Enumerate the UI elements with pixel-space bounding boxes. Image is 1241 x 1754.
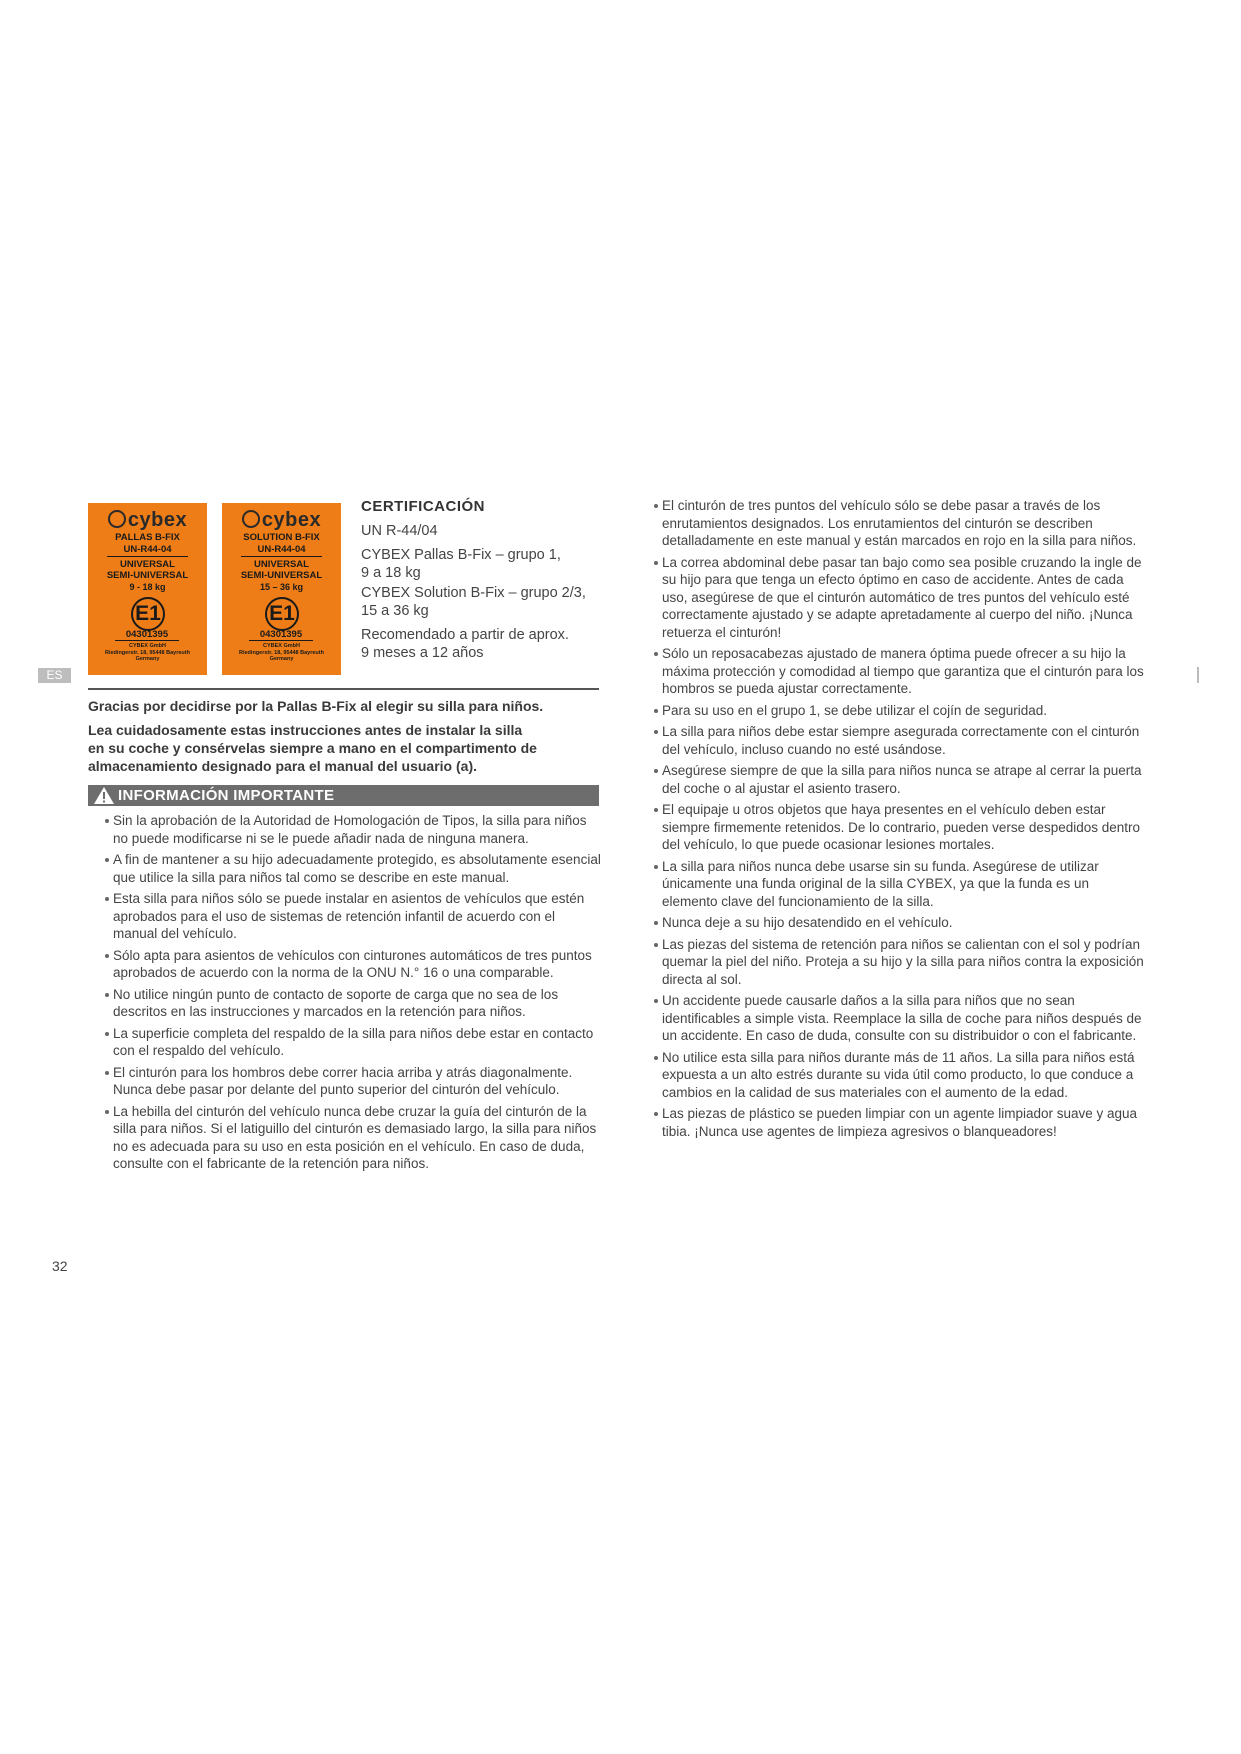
list-item: Para su uso en el grupo 1, se debe utilizar el cojín de seguridad. bbox=[660, 702, 1148, 720]
label-category-2: SEMI-UNIVERSAL bbox=[240, 570, 323, 581]
cybex-logo: cybex bbox=[88, 509, 207, 532]
read-instructions-line-2: en su coche y consérvelas siempre a mano en el compartimento de bbox=[88, 740, 537, 756]
list-item: No utilice esta silla para niños durante más de 11 años. La silla para niños está expuesta a un alto estrés durante su vida útil como producto, lo que conduce a cambios en la calidad de sus materiales con el aumento de la edad. bbox=[660, 1049, 1148, 1102]
certification-solution-line-1: CYBEX Solution B-Fix – grupo 2/3, bbox=[361, 585, 586, 601]
list-item: Asegúrese siempre de que la silla para niños nunca se atrape al cerrar la puerta del coche o al ajustar el asiento trasero. bbox=[660, 762, 1148, 797]
certification-solution-line-2: 15 a 36 kg bbox=[361, 603, 429, 619]
label-product: SOLUTION B-FIX bbox=[243, 532, 320, 543]
label-approval-number: 04301395 bbox=[115, 629, 179, 641]
important-list-left bbox=[111, 812, 601, 1177]
section-divider bbox=[88, 688, 599, 690]
important-list-right bbox=[660, 497, 1148, 1144]
list-item: Nunca deje a su hijo desatendido en el vehículo. bbox=[660, 914, 1148, 932]
certification-recommended-line-1: Recomendado a partir de aprox. bbox=[361, 627, 569, 643]
solution-certification-label bbox=[222, 503, 341, 675]
read-instructions-line-1: Lea cuidadosamente estas instrucciones antes de instalar la silla bbox=[88, 722, 523, 738]
read-instructions-line-3: almacenamiento designado para el manual del usuario (a). bbox=[88, 758, 477, 774]
label-weight: 15 – 36 kg bbox=[259, 582, 304, 592]
certification-standard: UN R-44/04 bbox=[361, 523, 438, 539]
cybex-logo: cybex bbox=[222, 509, 341, 532]
list-item: El equipaje u otros objetos que haya presentes en el vehículo deben estar siempre firmemente retenidos. De lo contrario, pueden verse despedidos dentro del vehículo, lo que puede ocasionar lesiones mortales. bbox=[660, 801, 1148, 854]
page-edge-marker bbox=[1197, 667, 1199, 683]
thanks-text: Gracias por decidirse por la Pallas B-Fix al elegir su silla para niños. bbox=[88, 698, 544, 714]
label-approval-number: 04301395 bbox=[249, 629, 313, 641]
list-item: Sólo apta para asientos de vehículos con cinturones automáticos de tres puntos aprobados de acuerdo con la norma de la ONU N.° 16 o una comparable. bbox=[111, 947, 601, 982]
list-item: Sólo un reposacabezas ajustado de manera óptima puede ofrecer a su hijo la máxima protección y comodidad al tiempo que garantiza que el cinturón para los hombros se pueda ajustar correctamente. bbox=[660, 645, 1148, 698]
certification-pallas-line-1: CYBEX Pallas B-Fix – grupo 1, bbox=[361, 547, 561, 563]
list-item: Esta silla para niños sólo se puede instalar en asientos de vehículos que estén aprobados para el uso de sistemas de retención infantil de acuerdo con el manual del vehículo. bbox=[111, 890, 601, 943]
important-info-banner bbox=[88, 785, 599, 806]
label-category-1: UNIVERSAL bbox=[120, 559, 175, 570]
list-item: Sin la aprobación de la Autoridad de Homologación de Tipos, la silla para niños no puede modificarse ni se le puede añadir nada de ninguna manera. bbox=[111, 812, 601, 847]
list-item: Un accidente puede causarle daños a la silla para niños que no sean identificables a simple vista. Reemplace la silla de coche para niños después de un accidente. En caso de duda, consulte con su distribuidor o con el fabricante. bbox=[660, 992, 1148, 1045]
e-mark-icon: E1 bbox=[265, 597, 299, 631]
important-info-title: INFORMACIÓN IMPORTANTE bbox=[118, 787, 335, 804]
label-weight: 9 - 18 kg bbox=[129, 582, 166, 592]
list-item: La silla para niños debe estar siempre asegurada correctamente con el cinturón del vehículo, incluso cuando no esté usándose. bbox=[660, 723, 1148, 758]
label-category-2: SEMI-UNIVERSAL bbox=[106, 570, 189, 581]
list-item: La silla para niños nunca debe usarse sin su funda. Asegúrese de utilizar únicamente una funda original de la silla CYBEX, ya que la funda es un elemento clave del funcionamiento de la silla. bbox=[660, 858, 1148, 911]
warning-triangle-icon bbox=[93, 786, 115, 805]
label-product: PALLAS B-FIX bbox=[115, 532, 180, 543]
label-manufacturer: CYBEX GmbH Riedingerstr. 18, 95448 Bayreuth Germany bbox=[105, 643, 190, 662]
list-item: El cinturón para los hombros debe correr hacia arriba y atrás diagonalmente. Nunca debe pasar por delante del punto superior del cinturón del vehículo. bbox=[111, 1064, 601, 1099]
list-item: Las piezas del sistema de retención para niños se calientan con el sol y podrían quemar la piel del niño. Proteja a su hijo y la silla para niños contra la exposición directa al sol. bbox=[660, 936, 1148, 989]
certification-heading: CERTIFICACIÓN bbox=[361, 498, 485, 515]
list-item: El cinturón de tres puntos del vehículo sólo se debe pasar a través de los enrutamientos designados. Los enrutamientos del cinturón se describen detalladamente en este manual y están marcados en rojo en la silla para niños. bbox=[660, 497, 1148, 550]
label-regulation: UN-R44-04 bbox=[107, 544, 188, 557]
list-item: A fin de mantener a su hijo adecuadamente protegido, es absolutamente esencial que utilice la silla para niños tal como se describe en este manual. bbox=[113, 852, 601, 885]
list-item: La correa abdominal debe pasar tan bajo como sea posible cruzando la ingle de su hijo para que tenga un efecto óptimo en caso de accidente. Antes de cada uso, asegúrese de que el cinturón automático de tres puntos del vehículo esté correctamente ajustado y se adapte apretadamente al cuerpo del niño. ¡Nunca retuerza el cinturón! bbox=[660, 554, 1148, 642]
language-tab: ES bbox=[38, 668, 71, 683]
label-manufacturer: CYBEX GmbH Riedingerstr. 18, 95448 Bayreuth Germany bbox=[239, 643, 324, 662]
list-item: Las piezas de plástico se pueden limpiar con un agente limpiador suave y agua tibia. ¡Nunca use agentes de limpieza agresivos o blanqueadores! bbox=[660, 1105, 1148, 1140]
e-mark-icon: E1 bbox=[131, 597, 165, 631]
list-item: La hebilla del cinturón del vehículo nunca debe cruzar la guía del cinturón de la silla para niños. Si el latiguillo del cinturón es demasiado largo, la silla para niños no es adecuada para su uso en esta posición en el vehículo. En caso de duda, consulte con el fabricante de la retención para niños. bbox=[111, 1103, 601, 1173]
list-item: La superficie completa del respaldo de la silla para niños debe estar en contacto con el respaldo del vehículo. bbox=[111, 1025, 601, 1060]
page-number: 32 bbox=[52, 1258, 68, 1274]
certification-pallas-line-2: 9 a 18 kg bbox=[361, 565, 421, 581]
label-category-1: UNIVERSAL bbox=[254, 559, 309, 570]
certification-recommended-line-2: 9 meses a 12 años bbox=[361, 645, 484, 661]
list-item: No utilice ningún punto de contacto de soporte de carga que no sea de los descritos en las instrucciones y marcados en la retención para niños. bbox=[111, 986, 601, 1021]
pallas-certification-label bbox=[88, 503, 207, 675]
label-regulation: UN-R44-04 bbox=[241, 544, 322, 557]
